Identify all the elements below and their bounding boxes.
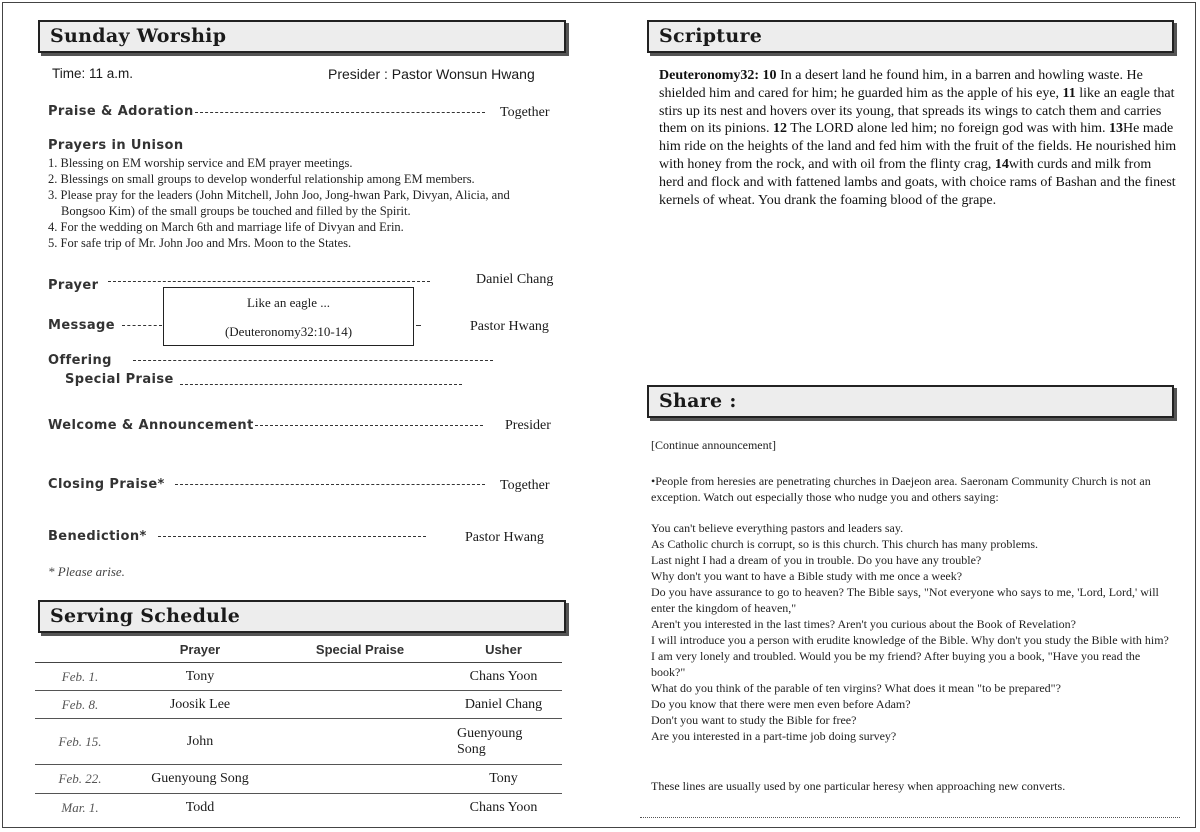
list-item: Do you have assurance to go to heaven? The Bible says, "Not everyone who says to me, 'Lord, Lord,' will enter the kingdom of heaven," <box>651 585 1159 615</box>
prayer-label: Prayer <box>48 278 99 293</box>
heresy-phrases-list <box>651 520 1171 744</box>
table-row <box>35 691 562 719</box>
prayer-item: Bongsoo Kim) of the small groups be touched and filled by the Spirit. <box>61 204 411 218</box>
verse-number: 14 <box>994 156 1009 172</box>
serving-schedule-header: Serving Schedule <box>38 600 566 633</box>
welcome-announcement-label: Welcome & Announcement <box>48 418 254 433</box>
prayers-list <box>48 155 510 251</box>
scripture-header: Scripture <box>647 20 1174 53</box>
schedule-date: Feb. 15. <box>35 719 125 765</box>
leader-dashes <box>255 425 483 426</box>
leader-dashes <box>108 281 430 282</box>
column-header <box>35 636 125 663</box>
list-item: Why don't you want to have a Bible study with me once a week? <box>651 569 963 583</box>
schedule-date: Feb. 22. <box>35 765 125 794</box>
schedule-special-praise <box>275 691 445 719</box>
verse-text: The LORD alone led him; no foreign god was with him. <box>786 121 1110 137</box>
list-item: Do you know that there were men even before Adam? <box>651 697 911 711</box>
leader-dashes <box>133 360 493 361</box>
schedule-date: Feb. 1. <box>35 663 125 691</box>
worship-presider: Presider : Pastor Wonsun Hwang <box>328 66 535 82</box>
list-item: As Catholic church is corrupt, so is this church. This church has many problems. <box>651 537 1039 551</box>
schedule-usher: Daniel Chang <box>445 691 562 719</box>
praise-adoration-label: Praise & Adoration <box>48 104 194 119</box>
table-row <box>35 794 562 822</box>
sermon-title: Like an eagle ... <box>246 295 330 310</box>
schedule-usher: Chans Yoon <box>445 663 562 691</box>
serving-schedule-table <box>35 636 562 822</box>
table-row <box>35 663 562 691</box>
special-praise-label: Special Praise <box>65 372 174 387</box>
prayers-unison-title: Prayers in Unison <box>48 138 184 153</box>
leader-dashes <box>175 484 485 485</box>
leader-dashes <box>158 536 426 537</box>
schedule-usher: Tony <box>445 765 562 794</box>
sermon-title-box <box>163 287 414 346</box>
praise-adoration-value: Together <box>500 105 550 120</box>
table-header-row <box>35 636 562 663</box>
closing-praise-label: Closing Praise* <box>48 477 165 492</box>
verse-text: In a desert land he found him, in a barren and howling waste. He shielded him and cared for him; he guarded him as the apple of his eye, <box>659 68 1143 101</box>
share-intro: •People from heresies are penetrating churches in Daejeon area. Saeronam Community Church is not an exception. Watch out especially those who nudge you and others saying: <box>651 474 1151 504</box>
list-item: I am very lonely and troubled. Would you be my friend? After buying you a book, "Have you read the book?" <box>651 649 1141 679</box>
schedule-prayer: John <box>125 719 275 765</box>
schedule-special-praise <box>275 794 445 822</box>
scripture-passage <box>659 67 1179 209</box>
verse-text: with curds and milk from herd and flock and with fattened lambs and goats, with choice rams of Bashan and the finest kernels of wheat. You drank the foaming blood of the grape. <box>659 156 1176 208</box>
schedule-date: Feb. 8. <box>35 691 125 719</box>
schedule-prayer: Tony <box>125 663 275 691</box>
column-header: Usher <box>445 636 562 663</box>
table-row <box>35 719 562 765</box>
list-item: You can't believe everything pastors and leaders say. <box>651 521 904 535</box>
list-item: Last night I had a dream of you in trouble. Do you have any trouble? <box>651 553 982 567</box>
prayer-item: 4. For the wedding on March 6th and marriage life of Divyan and Erin. <box>48 220 404 234</box>
table-row <box>35 765 562 794</box>
verse-number: 12 <box>772 121 787 137</box>
schedule-date: Mar. 1. <box>61 799 99 815</box>
closing-praise-value: Together <box>500 478 550 493</box>
list-item: Don't you want to study the Bible for free? <box>651 713 857 727</box>
arise-note: * Please arise. <box>48 564 125 579</box>
leader-dashes <box>180 384 462 385</box>
prayer-item: 2. Blessings on small groups to develop wonderful relationship among EM members. <box>48 172 475 186</box>
worship-time: Time: 11 a.m. <box>52 66 134 81</box>
sunday-worship-header: Sunday Worship <box>38 20 566 53</box>
prayer-value: Daniel Chang <box>476 272 554 287</box>
schedule-prayer: Todd <box>185 799 215 815</box>
benediction-label: Benediction* <box>48 529 147 544</box>
verse-number: 13 <box>1109 121 1124 137</box>
benediction-value: Pastor Hwang <box>465 530 544 545</box>
share-subtitle: [Continue announcement] <box>651 438 776 452</box>
message-label: Message <box>48 318 115 333</box>
schedule-usher: Chans Yoon <box>469 799 538 815</box>
share-header: Share : <box>647 385 1174 418</box>
prayer-item: 3. Please pray for the leaders (John Mitchell, John Joo, Jong-hwan Park, Divyan, Alicia, and <box>48 188 510 202</box>
schedule-prayer: Joosik Lee <box>125 691 275 719</box>
leader-dashes <box>122 325 162 326</box>
scripture-reference: Deuteronomy32: 10 <box>659 68 777 83</box>
column-header: Special Praise <box>275 636 445 663</box>
bottom-dotted-rule <box>640 817 1180 818</box>
leader-dashes <box>195 112 485 113</box>
message-value: Pastor Hwang <box>470 319 549 334</box>
list-item: Aren't you interested in the last times? Aren't you curious about the Book of Revelation? <box>651 617 1076 631</box>
leader-dashes <box>416 325 421 326</box>
schedule-special-praise <box>275 719 445 765</box>
verse-text: like an eagle that stirs up its nest and hovers over its young, that spreads its wings to catch them and carries them on its pinions. <box>659 85 1175 137</box>
list-item: What do you think of the parable of ten virgins? What does it mean "to be prepared"? <box>651 681 1061 695</box>
prayer-item: 1. Blessing on EM worship service and EM prayer meetings. <box>48 156 353 170</box>
schedule-special-praise <box>275 765 445 794</box>
share-closing: These lines are usually used by one particular heresy when approaching new converts. <box>651 779 1066 793</box>
column-header: Prayer <box>125 636 275 663</box>
list-item: I will introduce you a person with erudite knowledge of the Bible. Why don't you study the Bible with him? <box>651 633 1169 647</box>
schedule-usher: Guenyoung Song <box>445 719 562 765</box>
schedule-special-praise <box>275 663 445 691</box>
verse-number: 11 <box>1062 85 1076 101</box>
welcome-announcement-value: Presider <box>505 418 551 433</box>
prayer-item: 5. For safe trip of Mr. John Joo and Mrs. Moon to the States. <box>48 236 352 250</box>
sermon-reference: (Deuteronomy32:10-14) <box>224 324 353 339</box>
schedule-prayer: Guenyoung Song <box>125 765 275 794</box>
verse-text: He made him ride on the heights of the land and fed him with the fruit of the fields. He nourished him with honey from the rock, and with oil from the flinty crag, <box>659 121 1177 172</box>
offering-label: Offering <box>48 353 112 368</box>
list-item: Are you interested in a part-time job doing survey? <box>651 729 897 743</box>
